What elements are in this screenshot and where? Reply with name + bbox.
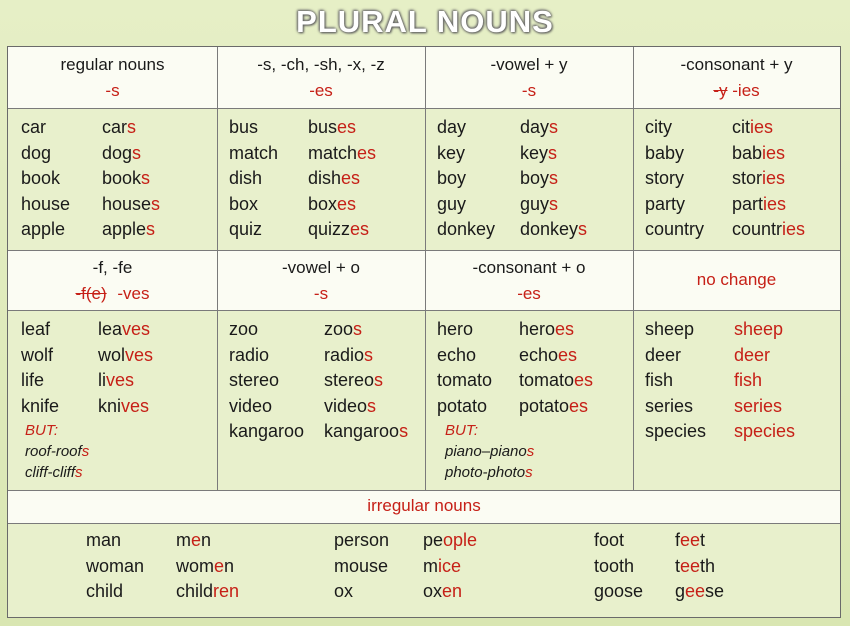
irregular-body-band bbox=[8, 523, 840, 617]
plural-stem: video bbox=[324, 395, 368, 416]
header-rule bbox=[8, 281, 217, 307]
header-vowel-y bbox=[425, 52, 633, 104]
plural-word bbox=[102, 217, 160, 243]
irregular-group-2-singular bbox=[334, 528, 389, 605]
but-item-stem: roof-roof bbox=[25, 443, 82, 460]
plural-word bbox=[732, 115, 805, 141]
irregular-changed-part: en bbox=[442, 581, 463, 601]
plural-word bbox=[732, 192, 805, 218]
header-label: -s, -ch, -sh, -x, -z bbox=[257, 55, 385, 74]
irregular-kept-part: wom bbox=[176, 555, 215, 576]
singular-word: leaf bbox=[21, 319, 51, 339]
but-item-ending: s bbox=[525, 464, 533, 481]
but-item bbox=[25, 441, 89, 462]
singular-word: car bbox=[21, 117, 47, 137]
plural-ending: es bbox=[558, 344, 578, 365]
plural-word bbox=[324, 317, 408, 343]
plural-word bbox=[519, 317, 593, 343]
irregular-singular: tooth bbox=[594, 555, 635, 576]
singular-word: stereo bbox=[229, 370, 280, 390]
singular-word: kangaroo bbox=[229, 421, 305, 441]
col-vowel-o-plural bbox=[324, 317, 408, 445]
header-strike: -y bbox=[713, 81, 728, 100]
irregular-changed-part: ice bbox=[438, 555, 462, 576]
irregular-changed-part: ople bbox=[443, 530, 478, 550]
header-f-fe bbox=[8, 255, 217, 307]
plural-stem: dish bbox=[308, 168, 342, 188]
plural-stem: hero bbox=[519, 319, 556, 339]
plural-stem: lea bbox=[98, 319, 123, 339]
irregular-kept-part: ox bbox=[423, 581, 443, 601]
plural-stem: book bbox=[102, 168, 142, 188]
grid-line bbox=[8, 108, 840, 109]
plural-ending: es bbox=[337, 117, 357, 137]
plural-ending: deer bbox=[734, 344, 771, 365]
plural-stem: boy bbox=[520, 168, 550, 188]
plural-word bbox=[520, 141, 587, 167]
col-vowel-o-singular bbox=[229, 317, 304, 445]
irregular-kept-part: t bbox=[700, 530, 706, 550]
plural-ending: ies bbox=[750, 117, 774, 137]
but-label: BUT: bbox=[445, 422, 479, 439]
plural-ending: es bbox=[337, 193, 357, 214]
singular-word: radio bbox=[229, 344, 270, 365]
singular-word: fish bbox=[645, 370, 674, 390]
irregular-plural bbox=[423, 579, 477, 605]
grid-line bbox=[425, 47, 426, 490]
plural-word bbox=[520, 217, 587, 243]
col-no-change-plural bbox=[734, 317, 795, 445]
singular-word: country bbox=[645, 219, 705, 239]
irregular-singular: goose bbox=[594, 581, 644, 601]
plural-ending: s bbox=[549, 168, 559, 188]
plural-stem: apple bbox=[102, 219, 147, 239]
plural-stem: echo bbox=[519, 344, 559, 365]
irregular-group-1-plural bbox=[176, 528, 239, 605]
plural-word bbox=[308, 217, 376, 243]
header-regular-nouns bbox=[8, 52, 217, 104]
plural-word bbox=[98, 317, 153, 343]
header-rule bbox=[633, 78, 840, 104]
but-item bbox=[25, 462, 89, 483]
singular-word: apple bbox=[21, 219, 66, 239]
plural-ending: s bbox=[578, 219, 588, 239]
grid-line bbox=[633, 47, 634, 490]
irregular-singular: child bbox=[86, 581, 124, 601]
header-label: -consonant + y bbox=[680, 55, 793, 74]
plural-word bbox=[308, 141, 376, 167]
irregular-singular: woman bbox=[86, 555, 145, 576]
plural-stem: kangaroo bbox=[324, 421, 400, 441]
plural-word bbox=[734, 394, 795, 420]
singular-word: tomato bbox=[437, 370, 493, 390]
header-no-change: no change bbox=[696, 270, 777, 289]
plural-stem: stor bbox=[732, 168, 763, 188]
irregular-singular: foot bbox=[594, 530, 625, 550]
col-consonant-o-singular bbox=[437, 317, 492, 419]
plural-stem: guy bbox=[520, 193, 550, 214]
plural-word bbox=[520, 192, 587, 218]
singular-word: dog bbox=[21, 142, 52, 163]
col-es-plural bbox=[308, 115, 376, 243]
plural-stem: wol bbox=[98, 344, 126, 365]
plural-ending: s bbox=[549, 117, 559, 137]
plural-word bbox=[324, 419, 408, 445]
plural-ending: ies bbox=[762, 142, 786, 163]
plural-ending: ves bbox=[121, 395, 150, 416]
irregular-kept-part: child bbox=[176, 581, 214, 601]
singular-word: baby bbox=[645, 142, 685, 163]
but-item-ending: s bbox=[81, 443, 90, 460]
singular-word: series bbox=[645, 395, 694, 416]
singular-word: story bbox=[645, 168, 685, 188]
plural-stem: house bbox=[102, 193, 152, 214]
plural-ending: s bbox=[353, 319, 363, 339]
singular-word: guy bbox=[437, 193, 467, 214]
plural-stem: box bbox=[308, 193, 338, 214]
plural-ending: s bbox=[146, 219, 156, 239]
but-items bbox=[445, 441, 535, 481]
plural-stem: stereo bbox=[324, 370, 375, 390]
singular-word: book bbox=[21, 168, 61, 188]
singular-word: house bbox=[21, 193, 71, 214]
irregular-kept-part: se bbox=[705, 581, 725, 601]
row1-body-band bbox=[8, 108, 840, 250]
irregular-kept-part: n bbox=[224, 555, 235, 576]
plural-word bbox=[732, 141, 805, 167]
plural-word bbox=[734, 368, 795, 394]
header-rule: -s bbox=[313, 284, 329, 303]
plural-stem: quizz bbox=[308, 219, 351, 239]
plural-ending: ies bbox=[782, 219, 806, 239]
grid-line bbox=[217, 47, 218, 490]
singular-word: knife bbox=[21, 395, 60, 416]
plural-word bbox=[519, 343, 593, 369]
col-vowel-y-plural bbox=[520, 115, 587, 243]
plural-stem: cit bbox=[732, 117, 750, 137]
header-rule: -es bbox=[517, 284, 541, 303]
col-f-fe-plural bbox=[98, 317, 153, 419]
grid-line bbox=[8, 523, 840, 524]
plural-nouns-table bbox=[7, 46, 841, 618]
plural-ending: s bbox=[364, 344, 374, 365]
but-item-stem: photo-photo bbox=[445, 464, 526, 481]
plural-ending: es bbox=[350, 219, 370, 239]
col-regular-singular bbox=[21, 115, 70, 243]
plural-ending: s bbox=[549, 193, 559, 214]
irregular-plural bbox=[675, 579, 724, 605]
irregular-group-1-singular bbox=[86, 528, 144, 605]
but-item-stem: cliff-cliff bbox=[25, 464, 75, 481]
header-consonant-o bbox=[425, 255, 633, 307]
plural-word bbox=[102, 141, 160, 167]
col-f-fe-singular bbox=[21, 317, 59, 419]
singular-word: potato bbox=[437, 395, 488, 416]
but-item bbox=[445, 462, 534, 483]
irregular-plural bbox=[176, 554, 239, 580]
plural-stem: car bbox=[102, 117, 128, 137]
col-regular-plural bbox=[102, 115, 160, 243]
irregular-kept-part: m bbox=[176, 530, 191, 550]
header-rule: -s bbox=[521, 81, 537, 100]
plural-stem: dog bbox=[102, 142, 133, 163]
plural-ending: es bbox=[574, 370, 594, 390]
plural-ending: es bbox=[357, 142, 377, 163]
irregular-changed-part: ren bbox=[213, 581, 240, 601]
col-consonant-y-plural bbox=[732, 115, 805, 243]
grid-line bbox=[8, 250, 840, 251]
plural-stem: tomato bbox=[519, 370, 575, 390]
irregular-nouns-header: irregular nouns bbox=[367, 496, 481, 515]
singular-word: donkey bbox=[437, 219, 496, 239]
irregular-changed-part: e bbox=[191, 530, 202, 550]
col-vowel-y-singular bbox=[437, 115, 495, 243]
plural-ending: s bbox=[367, 395, 377, 416]
col-consonant-y-singular bbox=[645, 115, 704, 243]
plural-word bbox=[102, 192, 160, 218]
row2-header-band bbox=[8, 250, 840, 310]
plural-ending: ies bbox=[762, 168, 786, 188]
header-label: -consonant + o bbox=[472, 258, 586, 277]
irregular-group-2-plural bbox=[423, 528, 477, 605]
irregular-kept-part: f bbox=[675, 530, 681, 550]
grid-line bbox=[8, 490, 840, 491]
plural-ending: s bbox=[127, 117, 137, 137]
plural-stem: countr bbox=[732, 219, 783, 239]
singular-word: wolf bbox=[21, 344, 54, 365]
plural-word bbox=[734, 419, 795, 445]
singular-word: sheep bbox=[645, 319, 695, 339]
singular-word: day bbox=[437, 117, 467, 137]
irregular-plural bbox=[675, 528, 724, 554]
irregular-plural bbox=[176, 579, 239, 605]
grid-line bbox=[8, 310, 840, 311]
plural-stem: potato bbox=[519, 395, 570, 416]
plural-word bbox=[308, 115, 376, 141]
header-rule-text: -ves bbox=[117, 284, 150, 303]
plural-stem: match bbox=[308, 142, 358, 163]
singular-word: dish bbox=[229, 168, 263, 188]
irregular-plural bbox=[176, 528, 239, 554]
irregular-kept-part: m bbox=[423, 555, 438, 576]
irregular-kept-part: n bbox=[201, 530, 212, 550]
plural-word bbox=[102, 115, 160, 141]
header-consonant-y bbox=[633, 52, 840, 104]
singular-word: party bbox=[645, 193, 686, 214]
header-rule-text: -ies bbox=[732, 81, 760, 100]
plural-word bbox=[519, 394, 593, 420]
header-label: -f, -fe bbox=[92, 258, 133, 277]
header-strike: -f(e) bbox=[75, 284, 107, 303]
irregular-changed-part: ee bbox=[685, 581, 706, 601]
plural-ending: es bbox=[555, 319, 575, 339]
plural-word bbox=[732, 217, 805, 243]
plural-word bbox=[732, 166, 805, 192]
irregular-singular: ox bbox=[334, 581, 354, 601]
irregular-kept-part: pe bbox=[423, 530, 444, 550]
irregular-header-band bbox=[8, 490, 840, 523]
plural-word bbox=[324, 394, 408, 420]
plural-ending: series bbox=[734, 395, 783, 416]
but-item-stem: piano–piano bbox=[445, 443, 527, 460]
plural-ending: es bbox=[569, 395, 589, 416]
but-note-consonant-o bbox=[445, 420, 535, 481]
but-item-ending: s bbox=[75, 464, 83, 481]
plural-ending: s bbox=[548, 142, 558, 163]
plural-ending: sheep bbox=[734, 319, 784, 339]
irregular-singular: mouse bbox=[334, 555, 389, 576]
irregular-kept-part: th bbox=[700, 555, 716, 576]
plural-stem: zoo bbox=[324, 319, 354, 339]
plural-stem: radio bbox=[324, 344, 365, 365]
header-s-ch-sh-x-z bbox=[217, 52, 425, 104]
plural-stem: day bbox=[520, 117, 550, 137]
but-item bbox=[445, 441, 534, 462]
singular-word: key bbox=[437, 142, 466, 163]
plural-ending: s bbox=[374, 370, 384, 390]
plural-word bbox=[98, 343, 153, 369]
irregular-singular: person bbox=[334, 530, 390, 550]
irregular-group-3-singular bbox=[594, 528, 643, 605]
page-title: PLURAL NOUNS bbox=[296, 4, 554, 39]
plural-stem: bab bbox=[732, 142, 763, 163]
plural-stem: bus bbox=[308, 117, 338, 137]
plural-ending: ves bbox=[122, 319, 151, 339]
header-rule: -s bbox=[105, 81, 120, 100]
plural-stem: donkey bbox=[520, 219, 579, 239]
col-consonant-o-plural bbox=[519, 317, 593, 419]
plural-word bbox=[98, 394, 153, 420]
but-label: BUT: bbox=[25, 422, 59, 439]
plural-stem: kni bbox=[98, 395, 122, 416]
singular-word: match bbox=[229, 142, 279, 163]
plural-ending: fish bbox=[734, 370, 763, 390]
irregular-plural bbox=[675, 554, 724, 580]
irregular-kept-part: g bbox=[675, 581, 686, 601]
header-label: regular nouns bbox=[60, 55, 165, 74]
header-rule: -es bbox=[309, 81, 333, 100]
singular-word: life bbox=[21, 370, 45, 390]
plural-word bbox=[734, 317, 795, 343]
singular-word: quiz bbox=[229, 219, 263, 239]
plural-ending: es bbox=[341, 168, 361, 188]
singular-word: boy bbox=[437, 168, 467, 188]
singular-word: species bbox=[645, 421, 707, 441]
plural-word bbox=[519, 368, 593, 394]
plural-word bbox=[520, 166, 587, 192]
row2-body-band bbox=[8, 310, 840, 490]
plural-stem: key bbox=[520, 142, 549, 163]
plural-word bbox=[734, 343, 795, 369]
plural-word bbox=[98, 368, 153, 394]
irregular-changed-part: ee bbox=[680, 530, 701, 550]
singular-word: hero bbox=[437, 319, 474, 339]
plural-ending: ves bbox=[125, 344, 154, 365]
plural-stem: li bbox=[98, 370, 106, 390]
singular-word: box bbox=[229, 193, 259, 214]
irregular-plural bbox=[423, 528, 477, 554]
plural-word bbox=[308, 166, 376, 192]
header-label: -vowel + o bbox=[282, 258, 360, 277]
plural-ending: ies bbox=[763, 193, 787, 214]
plural-ending: ves bbox=[106, 370, 135, 390]
irregular-singular: man bbox=[86, 530, 122, 550]
singular-word: deer bbox=[645, 344, 682, 365]
plural-ending: s bbox=[151, 193, 161, 214]
plural-ending: species bbox=[734, 421, 796, 441]
plural-word bbox=[324, 368, 408, 394]
irregular-group-3-plural bbox=[675, 528, 724, 605]
plural-ending: s bbox=[399, 421, 409, 441]
plural-ending: s bbox=[132, 142, 142, 163]
but-note-f-fe bbox=[25, 420, 90, 481]
header-vowel-o bbox=[217, 255, 425, 307]
col-es-singular bbox=[229, 115, 278, 243]
plural-word bbox=[520, 115, 587, 141]
plural-word bbox=[102, 166, 160, 192]
col-no-change-singular bbox=[645, 317, 706, 445]
irregular-changed-part: e bbox=[214, 555, 225, 576]
plural-stem: part bbox=[732, 193, 764, 214]
plural-ending: s bbox=[141, 168, 151, 188]
irregular-kept-part: t bbox=[675, 555, 681, 576]
singular-word: zoo bbox=[229, 319, 259, 339]
plural-word bbox=[308, 192, 376, 218]
row1-header-band bbox=[8, 47, 840, 108]
singular-word: echo bbox=[437, 344, 477, 365]
but-item-ending: s bbox=[526, 443, 535, 460]
singular-word: bus bbox=[229, 117, 259, 137]
irregular-changed-part: ee bbox=[680, 555, 701, 576]
plural-word bbox=[324, 343, 408, 369]
singular-word: video bbox=[229, 395, 273, 416]
but-items bbox=[25, 441, 90, 481]
irregular-plural bbox=[423, 554, 477, 580]
singular-word: city bbox=[645, 117, 672, 137]
header-label: -vowel + y bbox=[490, 55, 568, 74]
